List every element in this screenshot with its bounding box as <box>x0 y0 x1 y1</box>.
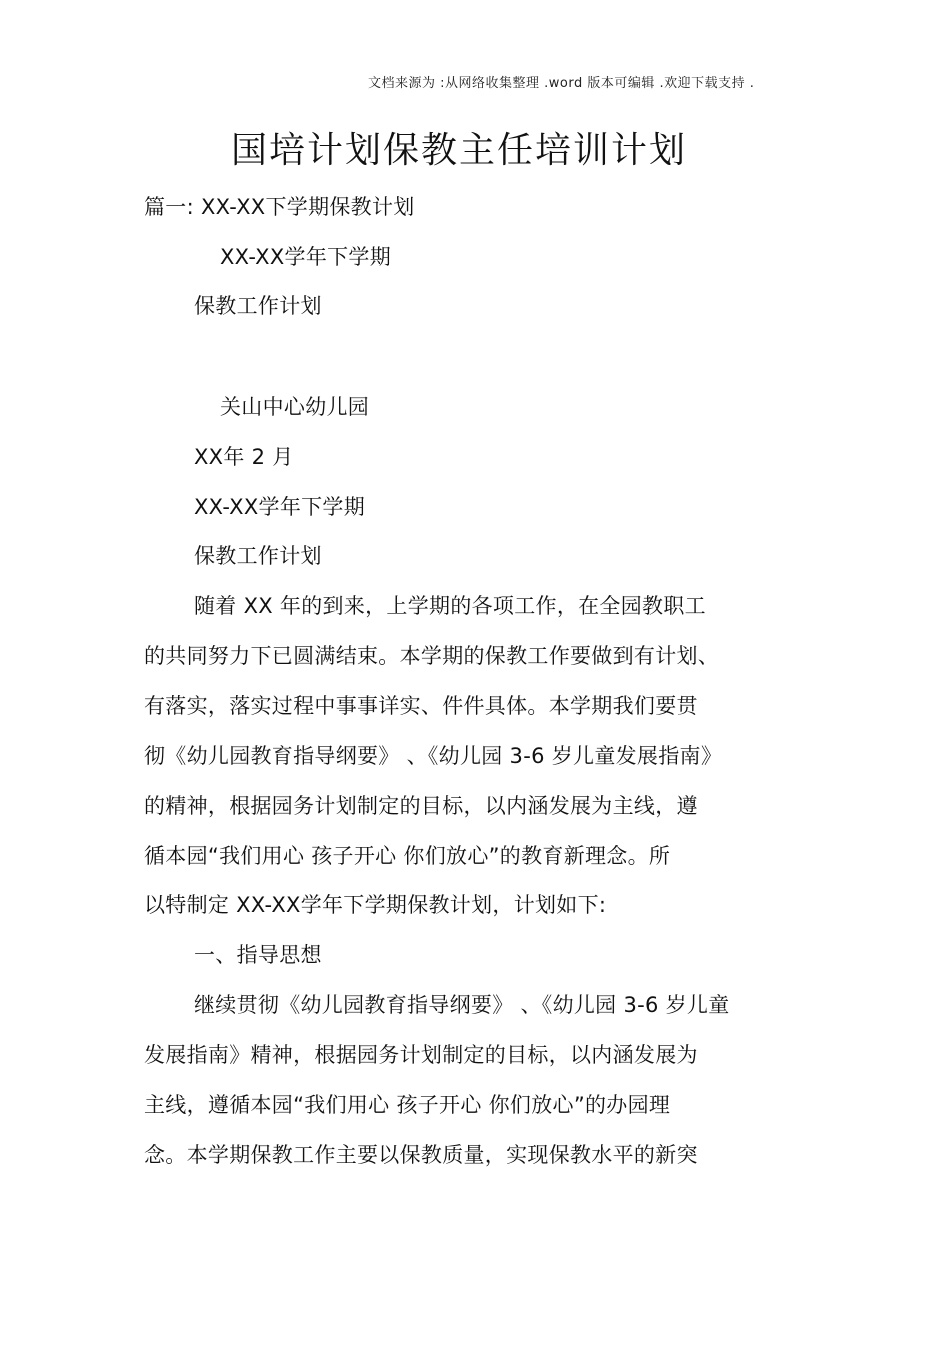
paragraph-line: 以特制定 XX-XX学年下学期保教计划，计划如下: <box>144 893 607 917</box>
paragraph-line: 主线，遵循本园“我们用心 孩子开心 你们放心”的办园理 <box>144 1093 671 1117</box>
school-name: 关山中心幼儿园 <box>220 395 370 419</box>
term-line: XX-XX学年下学期 <box>194 495 366 519</box>
paragraph-line: 随着 XX 年的到来，上学期的各项工作，在全园教职工 <box>194 594 706 618</box>
paragraph-line: 的共同努力下已圆满结束。本学期的保教工作要做到有计划、 <box>144 644 720 668</box>
paragraph-line: 彻《幼儿园教育指导纲要》 、《幼儿园 3-6 岁儿童发展指南》 <box>144 744 723 768</box>
plan-line: 保教工作计划 <box>194 544 322 568</box>
paragraph-line: 有落实，落实过程中事事详实、件件具体。本学期我们要贯 <box>144 694 698 718</box>
subtitle-term: XX-XX学年下学期 <box>220 245 392 269</box>
subtitle-plan: 保教工作计划 <box>194 294 322 318</box>
section-heading-guiding-thought: 一、指导思想 <box>194 943 322 967</box>
date-line: XX年 2 月 <box>194 445 294 469</box>
header-note: 文档来源为 :从网络收集整理 .word 版本可编辑 .欢迎下载支持 . <box>368 76 755 91</box>
document-title: 国培计划保教主任培训计划 <box>230 130 687 171</box>
paragraph-line: 继续贯彻《幼儿园教育指导纲要》 、《幼儿园 3-6 岁儿童 <box>194 993 730 1017</box>
section-heading: 篇一: XX-XX下学期保教计划 <box>144 195 415 219</box>
paragraph-line: 的精神，根据园务计划制定的目标，以内涵发展为主线，遵 <box>144 794 698 818</box>
paragraph-line: 循本园“我们用心 孩子开心 你们放心”的教育新理念。所 <box>144 844 671 868</box>
paragraph-line: 发展指南》精神，根据园务计划制定的目标，以内涵发展为 <box>144 1043 698 1067</box>
paragraph-line: 念。本学期保教工作主要以保教质量，实现保教水平的新突 <box>144 1143 698 1167</box>
